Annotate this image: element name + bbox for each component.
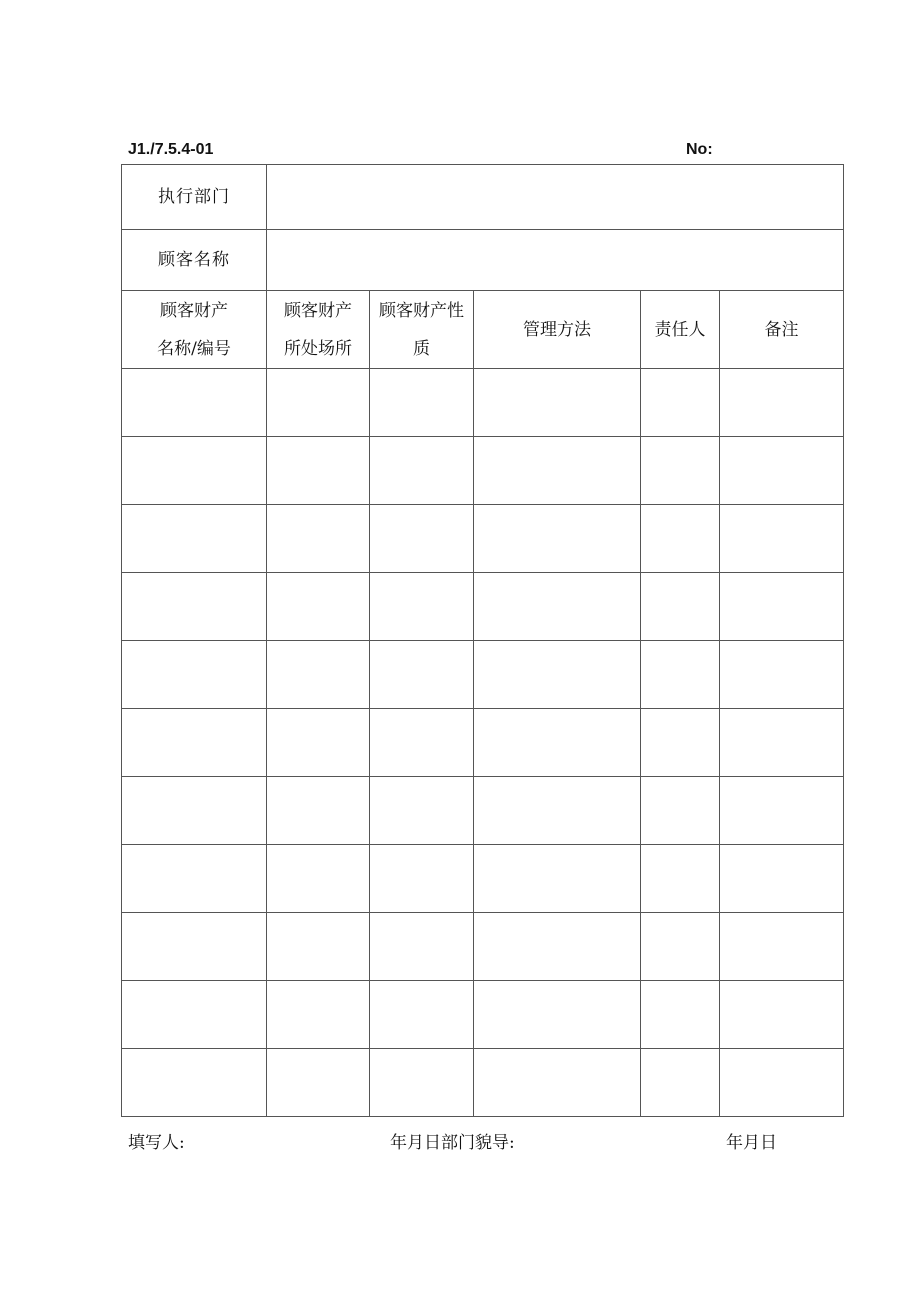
column-header-line2: 质 [413, 338, 430, 359]
table-cell[interactable] [474, 1049, 641, 1117]
table-cell[interactable] [267, 777, 370, 845]
table-cell[interactable] [267, 641, 370, 709]
table-cell[interactable] [122, 369, 267, 437]
table-body [122, 369, 844, 1117]
table-cell[interactable] [370, 1049, 474, 1117]
table-cell[interactable] [370, 709, 474, 777]
table-row [122, 981, 844, 1049]
table-cell[interactable] [122, 845, 267, 913]
table-cell[interactable] [122, 573, 267, 641]
customer-property-form [121, 164, 844, 1117]
table-cell[interactable] [474, 437, 641, 505]
dept-value-cell[interactable] [267, 165, 844, 230]
column-header-2 [370, 291, 474, 369]
table-cell[interactable] [641, 1049, 720, 1117]
table-row [122, 845, 844, 913]
table-cell[interactable] [267, 573, 370, 641]
table-cell[interactable] [474, 845, 641, 913]
table-row [122, 913, 844, 981]
table-cell[interactable] [720, 709, 844, 777]
table-cell[interactable] [641, 369, 720, 437]
table-cell[interactable] [641, 505, 720, 573]
column-header-line1: 顾客财产性 [379, 300, 464, 321]
table-cell[interactable] [641, 777, 720, 845]
table-cell[interactable] [720, 641, 844, 709]
column-header-line1: 管理方法 [523, 319, 591, 340]
table-cell[interactable] [474, 709, 641, 777]
table-cell[interactable] [474, 641, 641, 709]
table-cell[interactable] [370, 505, 474, 573]
table-cell[interactable] [474, 981, 641, 1049]
table-cell[interactable] [641, 641, 720, 709]
table-cell[interactable] [267, 369, 370, 437]
filler-label: 填写人: [128, 1133, 185, 1153]
table-cell[interactable] [267, 437, 370, 505]
table-cell[interactable] [370, 913, 474, 981]
table-cell[interactable] [720, 777, 844, 845]
table-cell[interactable] [370, 777, 474, 845]
table-row [122, 709, 844, 777]
table-row [122, 369, 844, 437]
column-header-line1: 顾客财产 [284, 300, 352, 321]
column-header-line2: 所处场所 [284, 338, 352, 359]
table-row [122, 437, 844, 505]
table-cell[interactable] [122, 981, 267, 1049]
table-cell[interactable] [641, 913, 720, 981]
table-row [122, 505, 844, 573]
table-cell[interactable] [370, 641, 474, 709]
document-code: J1./7.5.4-01 [128, 141, 214, 158]
table-cell[interactable] [267, 709, 370, 777]
table-cell[interactable] [641, 437, 720, 505]
table-header-row [122, 291, 844, 369]
customer-label: 顾客名称 [122, 230, 267, 291]
column-header-5 [720, 291, 844, 369]
column-header-line1: 顾客财产 [160, 300, 228, 321]
table-cell[interactable] [641, 845, 720, 913]
table-cell[interactable] [122, 709, 267, 777]
table-cell[interactable] [474, 505, 641, 573]
table-cell[interactable] [720, 573, 844, 641]
table-row [122, 777, 844, 845]
table-row [122, 641, 844, 709]
table-cell[interactable] [370, 437, 474, 505]
table-cell[interactable] [474, 777, 641, 845]
table-row [122, 573, 844, 641]
customer-row [122, 230, 844, 291]
table-cell[interactable] [122, 777, 267, 845]
table-cell[interactable] [122, 913, 267, 981]
table-row [122, 1049, 844, 1117]
table-cell[interactable] [720, 981, 844, 1049]
dept-row [122, 165, 844, 230]
column-header-3 [474, 291, 641, 369]
table-cell[interactable] [720, 437, 844, 505]
column-header-4 [641, 291, 720, 369]
table-cell[interactable] [267, 845, 370, 913]
table-cell[interactable] [720, 505, 844, 573]
table-cell[interactable] [474, 913, 641, 981]
column-header-0 [122, 291, 267, 369]
column-header-1 [267, 291, 370, 369]
table-cell[interactable] [267, 1049, 370, 1117]
table-cell[interactable] [474, 573, 641, 641]
date-label: 年月日 [726, 1133, 777, 1153]
table-cell[interactable] [641, 573, 720, 641]
table-cell[interactable] [474, 369, 641, 437]
table-cell[interactable] [370, 845, 474, 913]
table-cell[interactable] [720, 1049, 844, 1117]
table-cell[interactable] [720, 369, 844, 437]
date-and-dept-leader-label: 年月日部门貌导: [390, 1133, 515, 1153]
table-cell[interactable] [267, 505, 370, 573]
dept-label: 执行部门 [122, 165, 267, 230]
table-cell[interactable] [122, 505, 267, 573]
column-header-line1: 责任人 [654, 319, 706, 340]
column-header-line1: 备注 [764, 319, 799, 340]
customer-value-cell[interactable] [267, 230, 844, 291]
table-cell[interactable] [641, 709, 720, 777]
table-cell[interactable] [641, 981, 720, 1049]
column-header-line2: 名称/编号 [157, 338, 231, 359]
table-cell[interactable] [370, 369, 474, 437]
document-number-label: No: [686, 141, 713, 158]
table-cell[interactable] [720, 913, 844, 981]
table-cell[interactable] [122, 641, 267, 709]
table-cell[interactable] [267, 981, 370, 1049]
table-cell[interactable] [370, 981, 474, 1049]
table-cell[interactable] [720, 845, 844, 913]
table-cell[interactable] [122, 1049, 267, 1117]
table-cell[interactable] [370, 573, 474, 641]
table-cell[interactable] [122, 437, 267, 505]
table-cell[interactable] [267, 913, 370, 981]
